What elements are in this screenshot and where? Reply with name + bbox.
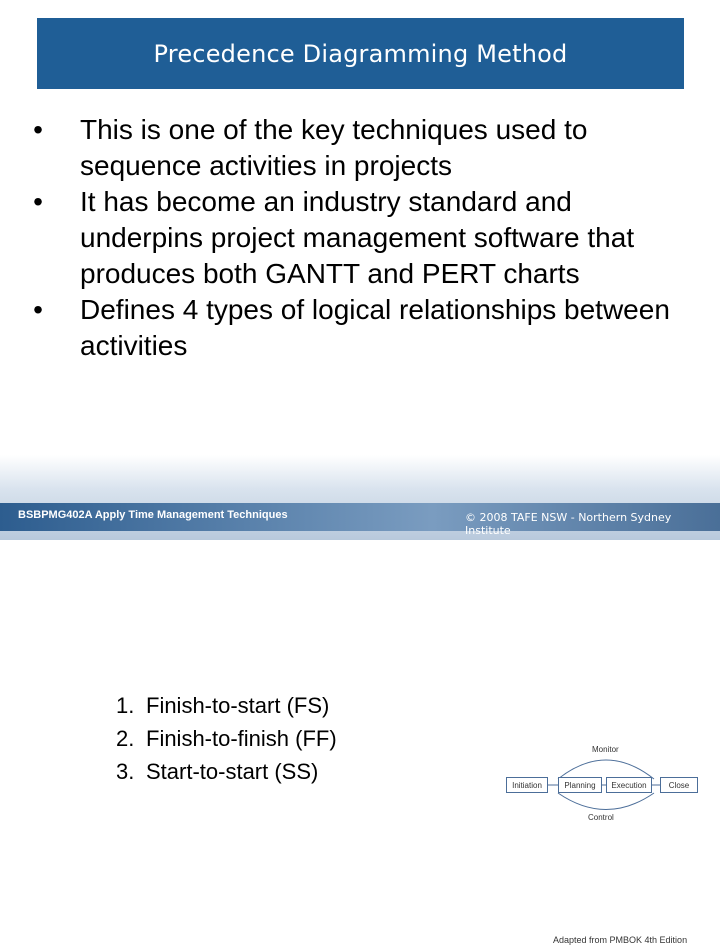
copyright-notice: © 2008 TAFE NSW - Northern Sydney Institute — [465, 511, 672, 537]
bullet-text: This is one of the key techniques used to sequence activities in projects — [80, 114, 588, 181]
bullet-text: Defines 4 types of logical relationships between activities — [80, 294, 670, 361]
initiation-label: Initiation — [512, 780, 542, 790]
execution-label: Execution — [611, 780, 647, 790]
control-label: Control — [588, 813, 614, 822]
planning-box — [558, 777, 602, 793]
control-arc — [558, 793, 654, 810]
bullet-marker: • — [33, 186, 43, 217]
bullet-item — [28, 292, 688, 364]
relationship-item — [116, 689, 720, 722]
close-box — [660, 777, 698, 793]
title-bar — [37, 18, 684, 89]
bullet-marker: • — [33, 114, 43, 145]
bullet-item — [28, 184, 688, 292]
process-groups-diagram — [496, 741, 716, 841]
item-number: 3. — [116, 759, 135, 784]
bullet-text: It has become an industry standard and underpins project management software that produces both GANTT and PERT charts — [80, 186, 635, 289]
item-text: Finish-to-finish (FF) — [146, 726, 337, 751]
close-label: Close — [668, 780, 690, 790]
item-number: 2. — [116, 726, 135, 751]
course-code: BSBPMG402A Apply Time Management Techniques — [18, 509, 288, 521]
monitor-label: Monitor — [592, 745, 619, 754]
diagram-caption: Adapted from PMBOK 4th Edition — [553, 935, 688, 945]
initiation-box — [506, 777, 548, 793]
item-text: Start-to-start (SS) — [146, 759, 319, 784]
slide-title: Precedence Diagramming Method — [153, 39, 568, 68]
bullet-item — [28, 112, 688, 184]
planning-label: Planning — [564, 780, 596, 790]
item-text: Finish-to-start (FS) — [146, 693, 330, 718]
bullet-marker: • — [33, 294, 43, 325]
bullet-list — [28, 112, 688, 364]
item-number: 1. — [116, 693, 135, 718]
execution-box — [606, 777, 652, 793]
